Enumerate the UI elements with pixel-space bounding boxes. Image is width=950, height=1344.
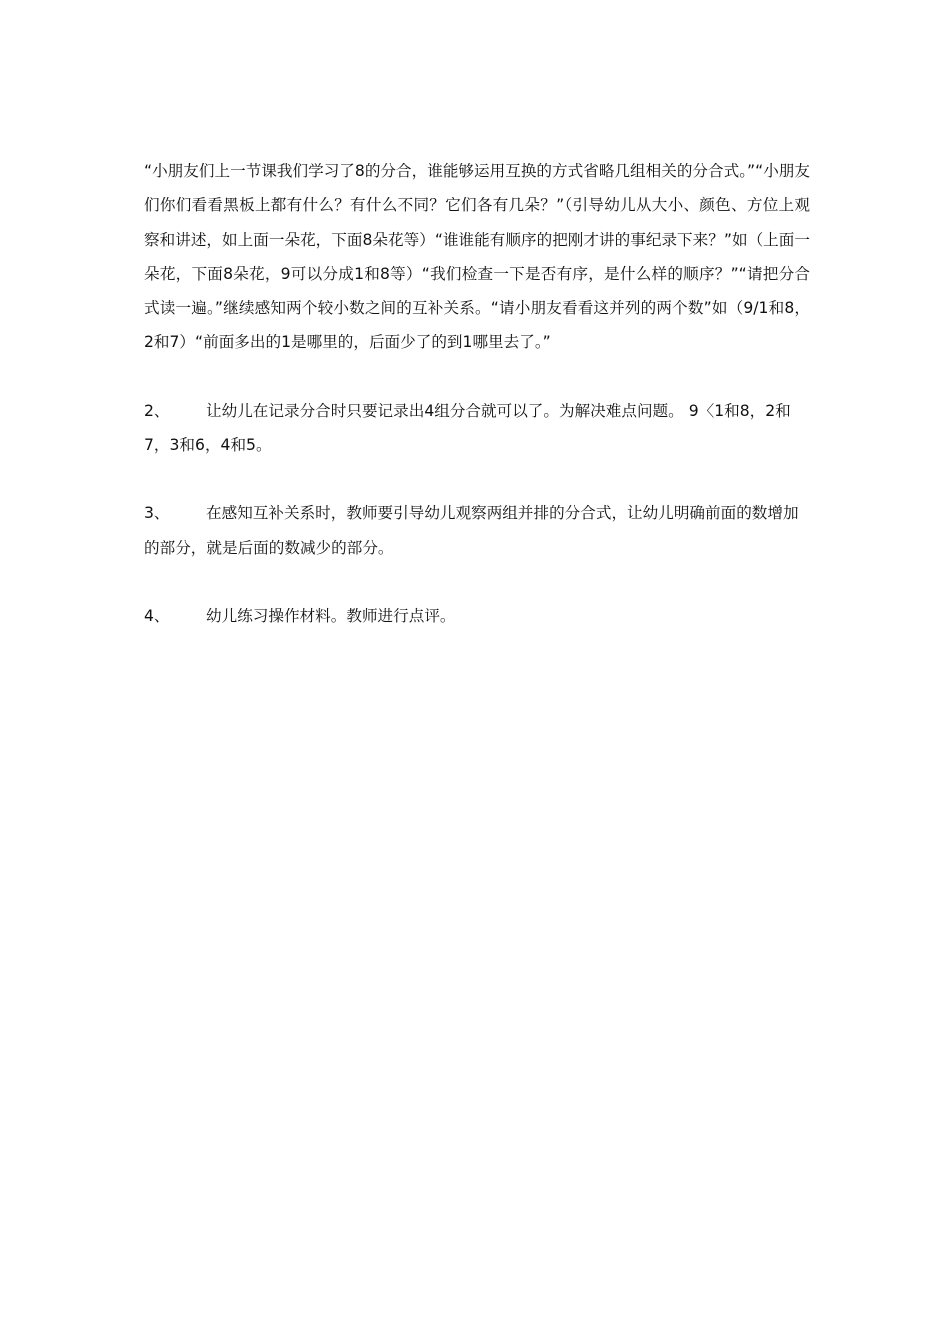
list-item-number: 4、: [144, 606, 170, 625]
list-item-number: 3、: [144, 504, 170, 523]
document-body: [144, 154, 810, 667]
list-item: [144, 394, 810, 463]
list-item: [144, 599, 810, 633]
list-item-number: 2、: [144, 401, 170, 420]
intro-paragraph: “小朋友们上一节课我们学习了8的分合，谁能够运用互换的方式省略几组相关的分合式。”“小朋友们你们看看黑板上都有什么？有什么不同？它们各有几朵？”（引导幼儿从大小、颜色、方位上观察和讲述，如上面一朵花，下面8朵花等）“谁谁能有顺序的把刚才讲的事纪录下来？”如（上面一朵花，下面8朵花，9可以分成1和8等）“我们检查一下是否有序，是什么样的顺序？”“请把分合式读一遍。”继续感知两个较小数之间的互补关系。“请小朋友看看这并列的两个数”如（9/1和8，2和7）“前面多出的1是哪里的，后面少了的到1哪里去了。”: [144, 162, 810, 352]
list-item-text: 在感知互补关系时，教师要引导幼儿观察两组并排的分合式，让幼儿明确前面的数增加的部分，就是后面的数减少的部分。: [144, 504, 799, 557]
list-item-text: 幼儿练习操作材料。教师进行点评。: [206, 606, 456, 625]
list-item-text: 让幼儿在记录分合时只要记录出4组分合就可以了。为解决难点问题。 9〈1和8，2和7，3和6，4和5。: [144, 401, 791, 455]
list-item: [144, 496, 810, 565]
